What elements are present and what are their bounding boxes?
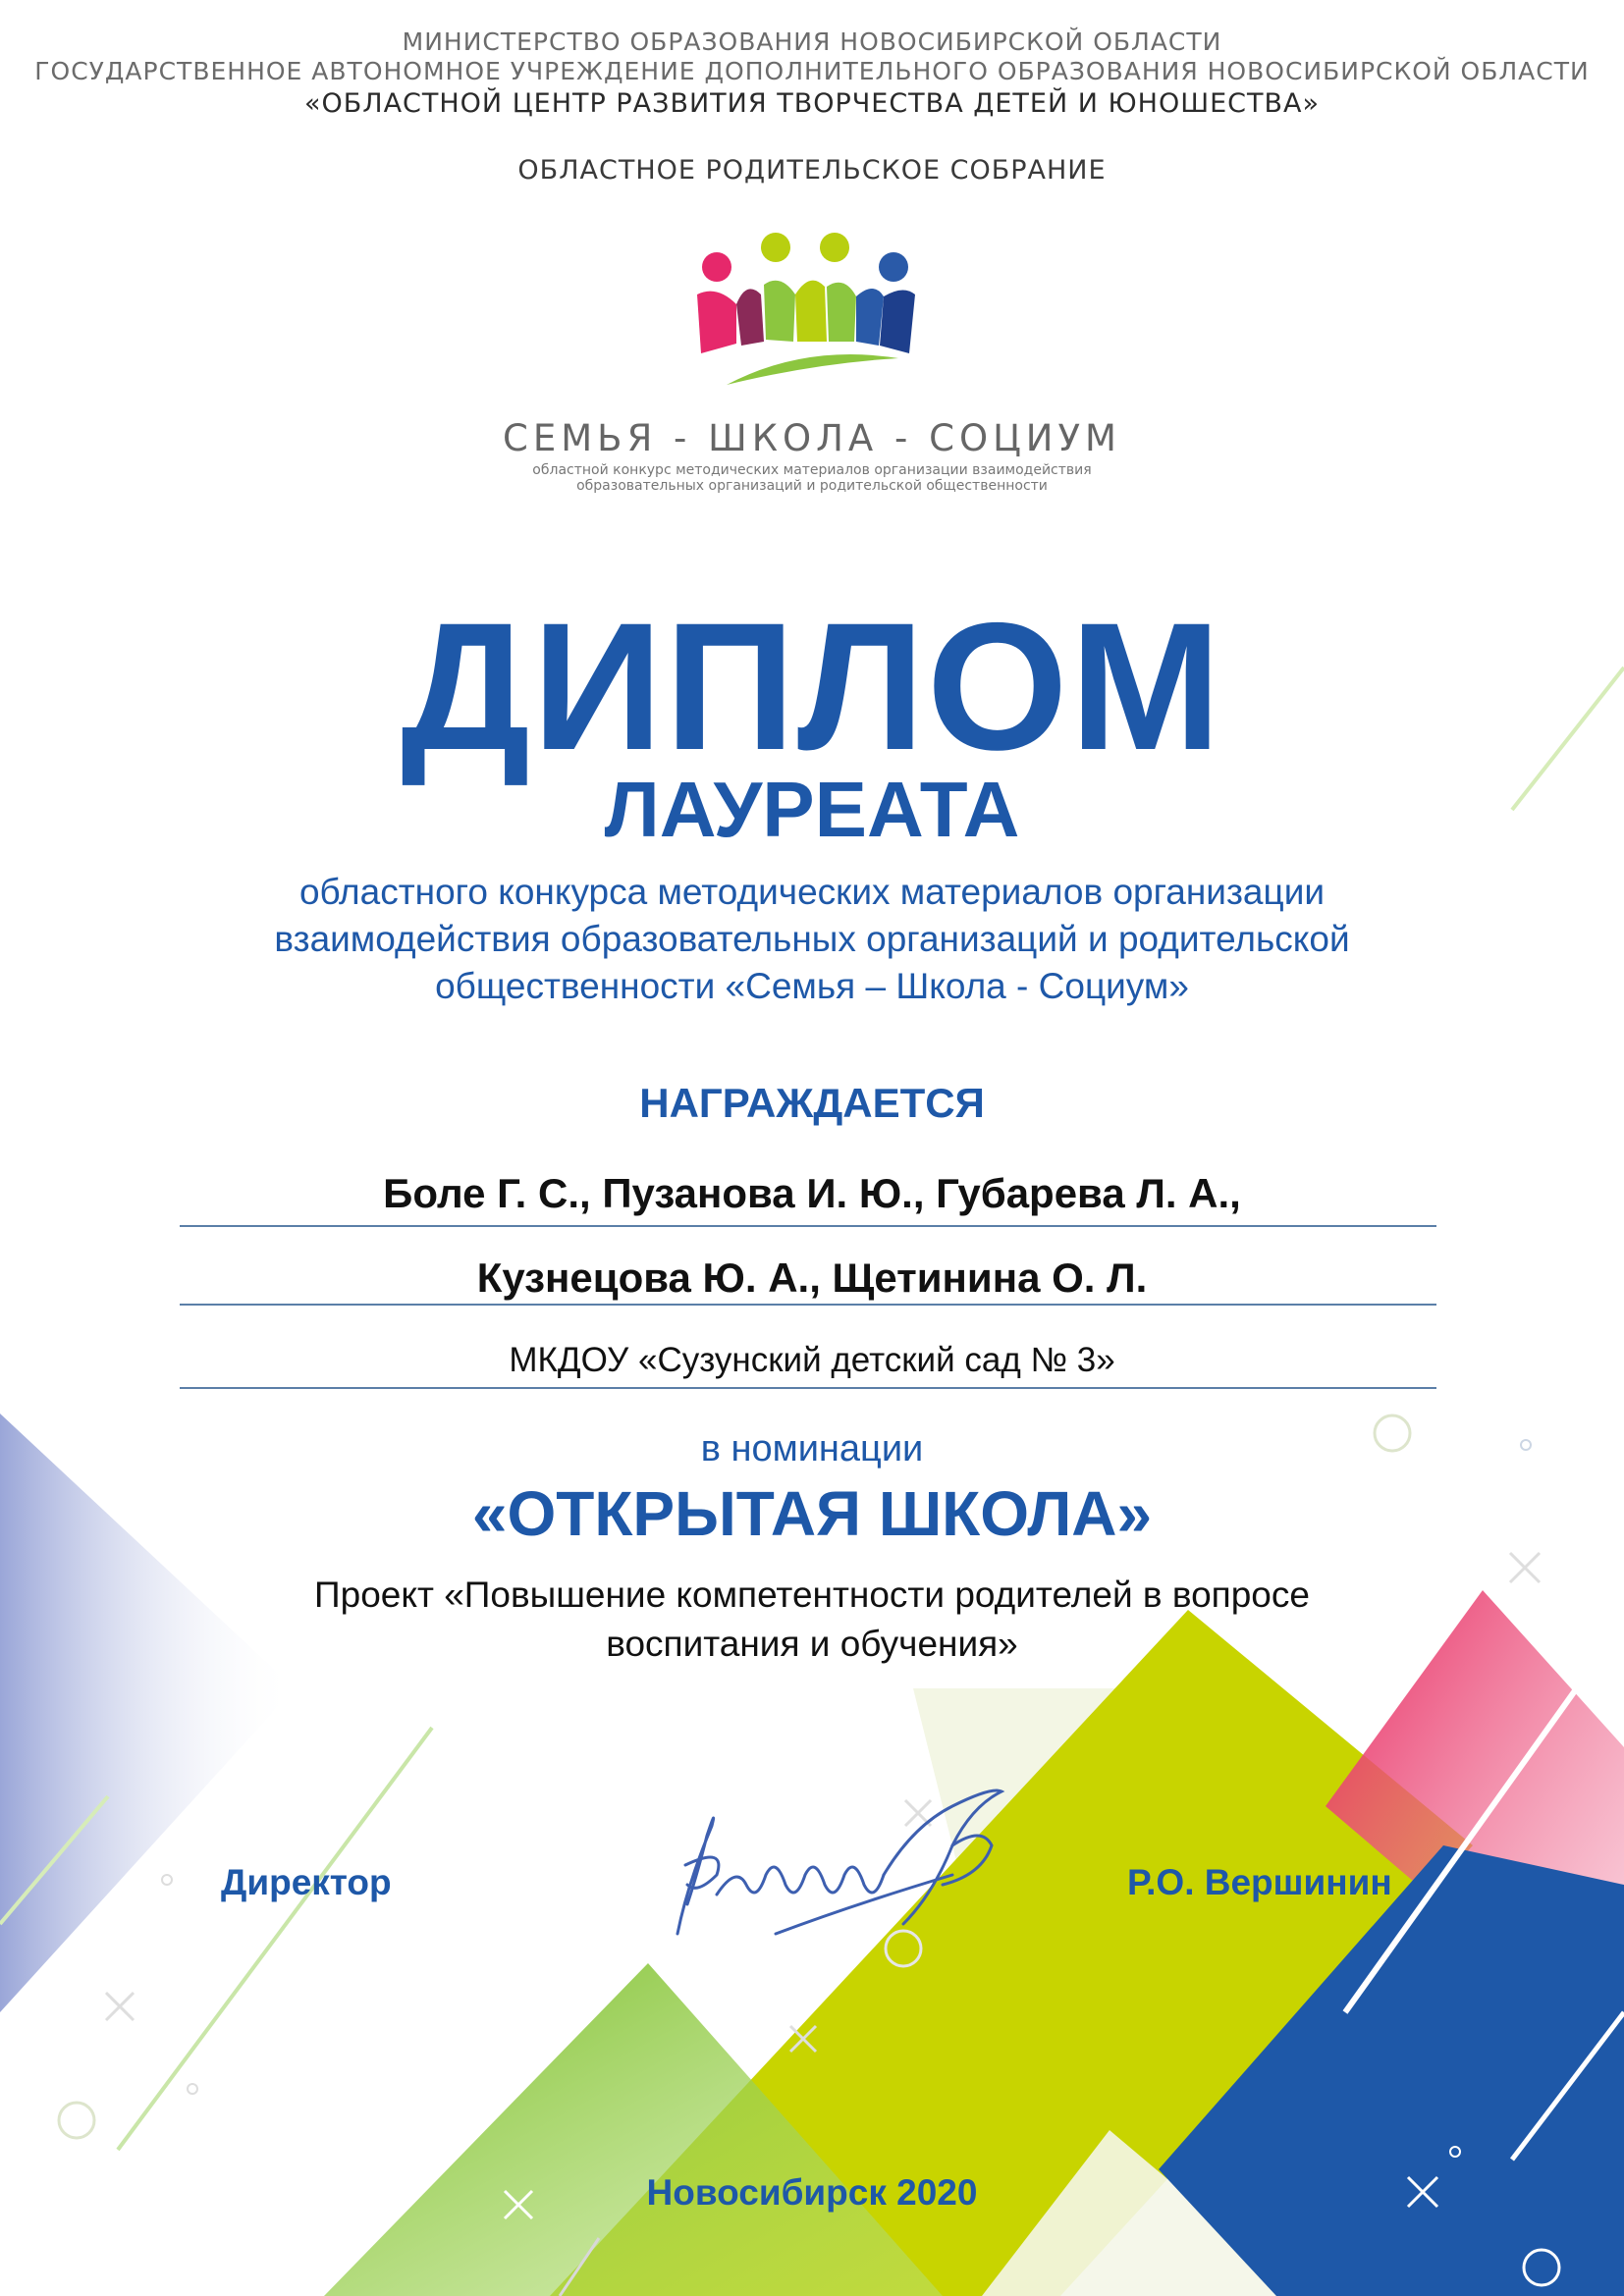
laureate-subtitle: ЛАУРЕАТА xyxy=(604,766,1020,853)
diploma-title: ДИПЛОМ xyxy=(401,586,1223,788)
event-line: ОБЛАСТНОЕ РОДИТЕЛЬСКОЕ СОБРАНИЕ xyxy=(517,155,1107,186)
signature-icon xyxy=(658,1767,1100,1963)
project-line: воспитания и обучения» xyxy=(606,1624,1018,1664)
city-year: Новосибирск 2020 xyxy=(646,2172,978,2213)
awarded-heading: НАГРАЖДАЕТСЯ xyxy=(639,1080,985,1126)
underline-divider xyxy=(180,1304,1436,1306)
project-line: Проект «Повышение компетентности родителей в вопросе xyxy=(314,1575,1310,1615)
brand-title: СЕМЬЯ - ШКОЛА - СОЦИУМ xyxy=(503,417,1121,459)
underline-divider xyxy=(180,1387,1436,1389)
recipients-line: Боле Г. С., Пузанова И. Ю., Губарева Л. А., xyxy=(383,1170,1241,1216)
underline-divider xyxy=(180,1225,1436,1227)
recipients-line: Кузнецова Ю. А., Щетинина О. Л. xyxy=(476,1255,1148,1301)
contest-description xyxy=(0,869,1624,1010)
institution-line: ГОСУДАРСТВЕННОЕ АВТОНОМНОЕ УЧРЕЖДЕНИЕ ДОПОЛНИТЕЛЬНОГО ОБРАЗОВАНИЯ НОВОСИБИРСКОЙ ОБЛАСТИ xyxy=(34,57,1590,85)
description-line: общественности «Семья – Школа - Социум» xyxy=(435,966,1189,1006)
family-logo-icon xyxy=(687,226,923,393)
director-name: Р.О. Вершинин xyxy=(1127,1862,1392,1902)
center-line: «ОБЛАСТНОЙ ЦЕНТР РАЗВИТИЯ ТВОРЧЕСТВА ДЕТЕЙ И ЮНОШЕСТВА» xyxy=(303,88,1321,119)
description-line: областного конкурса методических материалов организации xyxy=(298,872,1326,912)
ministry-line: МИНИСТЕРСТВО ОБРАЗОВАНИЯ НОВОСИБИРСКОЙ ОБЛАСТИ xyxy=(402,27,1222,56)
brand-subtitle xyxy=(0,462,1624,494)
brand-subtitle-line: образовательных организаций и родительской общественности xyxy=(576,478,1048,494)
director-position: Директор xyxy=(221,1862,392,1902)
description-line: взаимодействия образовательных организаций и родительской xyxy=(274,919,1350,959)
organization-name: МКДОУ «Сузунский детский сад № 3» xyxy=(509,1341,1115,1379)
brand-subtitle-line: областной конкурс методических материалов организации взаимодействия xyxy=(532,462,1092,478)
nomination-label: в номинации xyxy=(700,1428,924,1469)
project-title xyxy=(0,1571,1624,1669)
nomination-title: «ОТКРЫТАЯ ШКОЛА» xyxy=(471,1478,1153,1549)
